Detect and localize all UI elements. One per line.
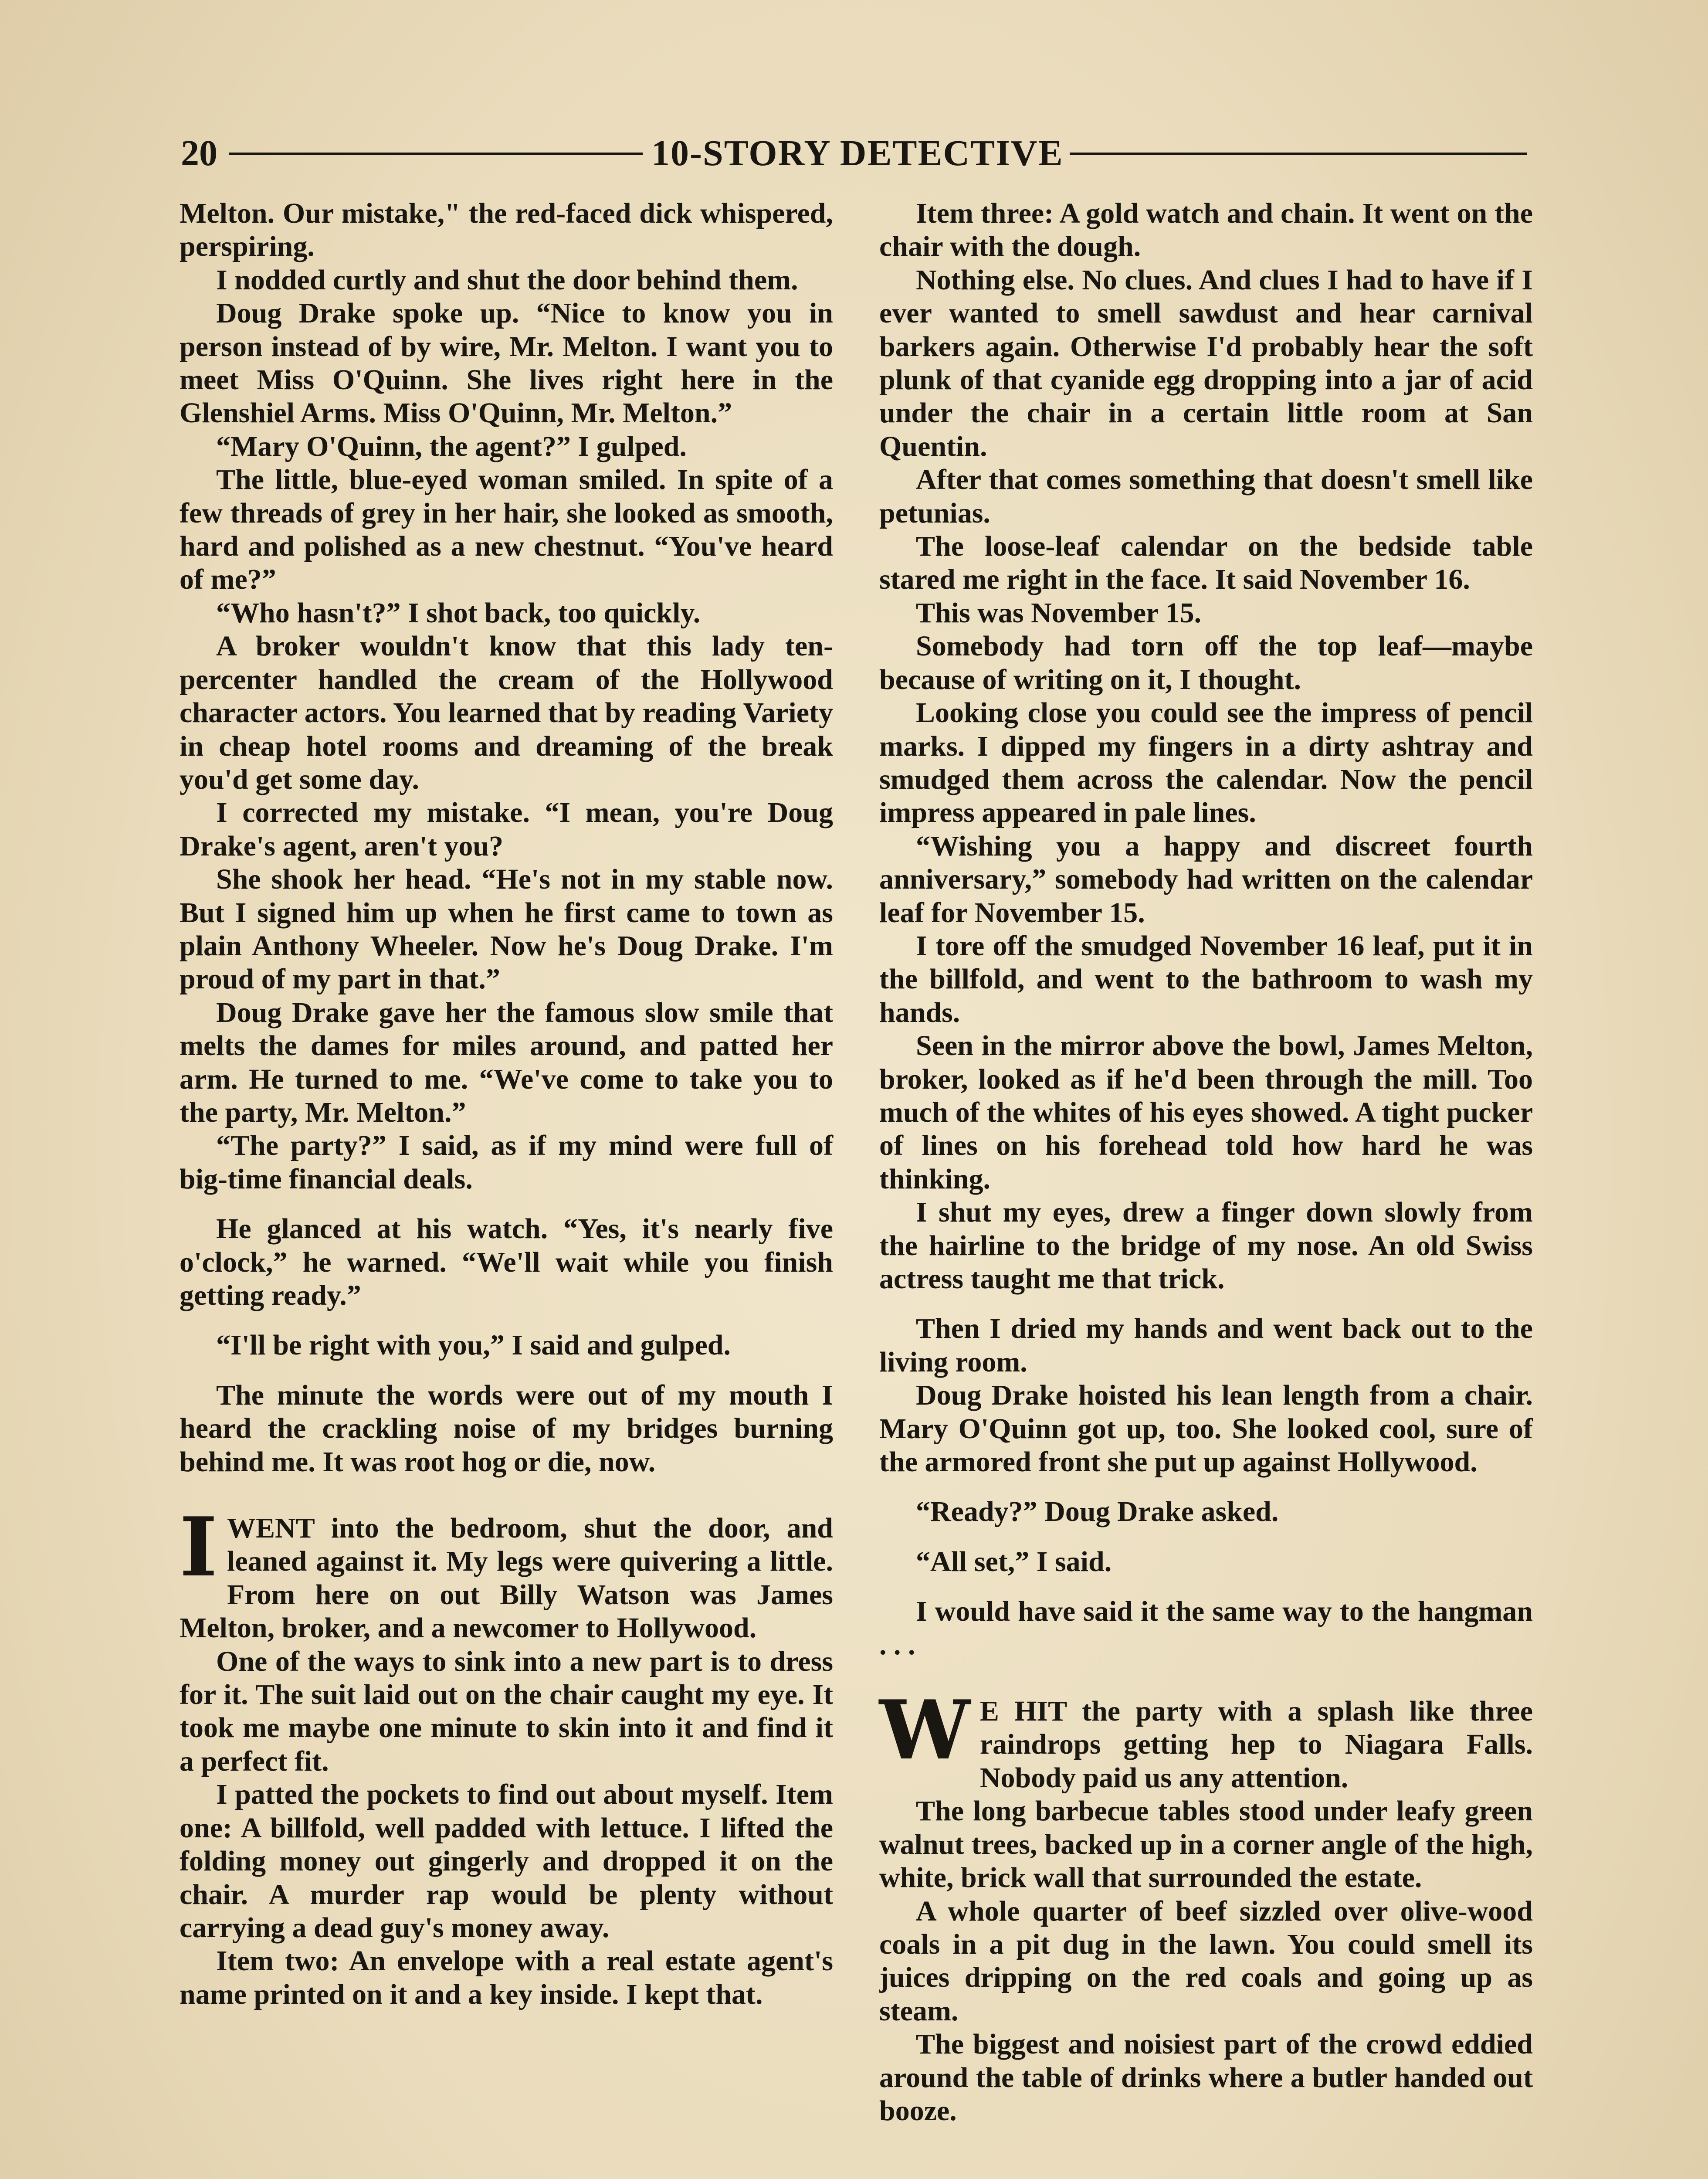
paragraph (180, 297, 833, 430)
paragraph-text: This was November 15. (916, 597, 1202, 629)
paragraph-text: “I'll be right with you,” I said and gulped. (216, 1329, 731, 1361)
header-rule-left (229, 153, 643, 155)
paragraph-text: Then I dried my hands and went back out to the living room. (879, 1313, 1533, 1378)
paragraph (180, 796, 833, 863)
header-rule-right (1070, 153, 1527, 155)
paragraph-text: Doug Drake spoke up. “Nice to know you in person instead of by wire, Mr. Melton. I want you to meet Miss O'Quinn. She lives right here in the Glenshiel Arms. Miss O'Quinn, Mr. Melton.” (180, 297, 833, 429)
paragraph (180, 1778, 833, 1945)
paragraph-text: I shut my eyes, drew a finger down slowly from the hairline to the bridge of my nose. An old Swiss actress taught me that trick. (879, 1196, 1533, 1295)
left-text-column (180, 197, 833, 2011)
paragraph-text: She shook her head. “He's not in my stable now. But I signed him up when he first came to town as plain Anthony Wheeler. Now he's Doug Drake. I'm proud of my part in that.” (180, 863, 833, 995)
paragraph (879, 1545, 1533, 1578)
running-header (181, 127, 1527, 180)
paragraph (879, 1895, 1533, 2028)
paragraph (180, 1212, 833, 1312)
paragraph (180, 630, 833, 796)
paragraph (180, 1499, 833, 1645)
paragraph-text: After that comes something that doesn't smell like petunias. (879, 464, 1533, 529)
paragraph (879, 696, 1533, 830)
paragraph-text: Doug Drake hoisted his lean length from a chair. Mary O'Quinn got up, too. She looked cool, sure of the armored front she put up against Hollywood. (879, 1379, 1533, 1478)
paragraph-text: Doug Drake gave her the famous slow smile that melts the dames for miles around, and patted her arm. He turned to me. “We've come to take you to the party, Mr. Melton.” (180, 996, 833, 1128)
paragraph-text: The minute the words were out of my mouth I heard the crackling noise of my bridges burning behind me. It was root hog or die, now. (180, 1379, 833, 1478)
paragraph-text: I tore off the smudged November 16 leaf, put it in the billfold, and went to the bathroom to wash my hands. (879, 930, 1533, 1028)
paragraph-text: Melton. Our mistake," the red-faced dick whispered, perspiring. (180, 197, 833, 263)
paragraph (180, 597, 833, 630)
page-number: 20 (181, 133, 217, 173)
paragraph-text: One of the ways to sink into a new part is to dress for it. The suit laid out on the chair caught my eye. It took me maybe one minute to skin into it and find it a perfect fit. (180, 1645, 833, 1777)
paragraph (879, 197, 1533, 264)
paragraph (180, 1129, 833, 1196)
paragraph-text: “The party?” I said, as if my mind were full of big-time financial deals. (180, 1130, 833, 1195)
paragraph-text: “Who hasn't?” I shot back, too quickly. (216, 597, 701, 629)
paragraph-text: “Wishing you a happy and discreet fourth anniversary,” somebody had written on the calendar leaf for November 15. (879, 830, 1533, 929)
paragraph-text: A whole quarter of beef sizzled over olive-wood coals in a pit dug in the lawn. You could smell its juices dripping on the red coals and going up as steam. (879, 1895, 1533, 2027)
paragraph (180, 197, 833, 264)
paragraph (879, 1312, 1533, 1379)
paragraph-text: E HIT the party with a splash like three raindrops getting hep to Niagara Falls. Nobody paid us any attention. (979, 1695, 1533, 1794)
paragraph-text: Seen in the mirror above the bowl, James Melton, broker, looked as if he'd been through the mill. Too much of the whites of his eyes showed. A tight pucker of lines on his forehead told how hard he was thinking. (879, 1030, 1533, 1195)
paragraph-text: He glanced at his watch. “Yes, it's nearly five o'clock,” he warned. “We'll wait while you finish getting ready.” (180, 1213, 833, 1311)
paragraph-text: Item three: A gold watch and chain. It went on the chair with the dough. (879, 197, 1533, 263)
paragraph (879, 1595, 1533, 1662)
paragraph (879, 830, 1533, 930)
paragraph (180, 1329, 833, 1362)
paragraph (879, 1795, 1533, 1894)
right-text-column (879, 197, 1533, 2128)
paragraph-text: The loose-leaf calendar on the bedside table stared me right in the face. It said November 16. (879, 530, 1533, 596)
paragraph-text: I corrected my mistake. “I mean, you're Doug Drake's agent, aren't you? (180, 797, 833, 862)
paragraph (879, 1682, 1533, 1795)
paragraph-text: Item two: An envelope with a real estate agent's name printed on it and a key inside. I kept that. (180, 1945, 833, 2010)
paragraph-text: Somebody had torn off the top leaf—maybe because of writing on it, I thought. (879, 630, 1533, 696)
paragraph (879, 530, 1533, 597)
paragraph (879, 1196, 1533, 1296)
paragraph-text: A broker wouldn't know that this lady ten-percenter handled the cream of the Hollywood character actors. You learned that by reading Variety in cheap hotel rooms and dreaming of the break you'd get some day. (180, 630, 833, 795)
paragraph (180, 1645, 833, 1778)
paragraph (180, 1379, 833, 1479)
paragraph-text: The long barbecue tables stood under leafy green walnut trees, backed up in a corner angle of the high, white, brick wall that surrounded the estate. (879, 1795, 1533, 1894)
paragraph-text: “Ready?” Doug Drake asked. (916, 1496, 1279, 1528)
paragraph-text: The biggest and noisiest part of the crowd eddied around the table of drinks where a butler handed out booze. (879, 2028, 1533, 2127)
paragraph (879, 264, 1533, 463)
paragraph (180, 463, 833, 597)
paragraph (879, 930, 1533, 1029)
paragraph-text: The little, blue-eyed woman smiled. In spite of a few threads of grey in her hair, she looked as smooth, hard and polished as a new chestnut. “You've heard of me?” (180, 464, 833, 596)
paragraph-text: I patted the pockets to find out about myself. Item one: A billfold, well padded with lettuce. I lifted the folding money out gingerly and dropped it on the chair. A murder rap would be plenty without carrying a dead guy's money away. (180, 1778, 833, 1944)
paragraph (879, 597, 1533, 630)
paragraph (180, 1945, 833, 2011)
paragraph (879, 1379, 1533, 1479)
paragraph-text: Nothing else. No clues. And clues I had to have if I ever wanted to smell sawdust and hear carnival barkers again. Otherwise I'd probably hear the soft plunk of that cyanide egg dropping into a jar of acid under the chair in a certain little room at San Quentin. (879, 264, 1533, 462)
paragraph-text: WENT into the bedroom, shut the door, and leaned against it. My legs were quivering a little. From here on out Billy Watson was James Melton, broker, and a newcomer to Hollywood. (180, 1512, 833, 1644)
paragraph-text: “All set,” I said. (916, 1545, 1112, 1578)
paragraph (879, 463, 1533, 530)
paragraph (879, 2028, 1533, 2128)
paragraph (879, 630, 1533, 696)
paragraph (879, 1029, 1533, 1196)
paragraph (180, 996, 833, 1130)
paragraph-text: I would have said it the same way to the hangman . . . (879, 1595, 1533, 1661)
drop-cap: I (180, 1499, 218, 1595)
paragraph (180, 863, 833, 996)
drop-cap: W (879, 1682, 970, 1778)
paragraph (879, 1495, 1533, 1528)
paragraph (180, 430, 833, 463)
magazine-title: 10-STORY DETECTIVE (651, 133, 1064, 173)
paragraph (180, 264, 833, 297)
paragraph-text: I nodded curtly and shut the door behind them. (216, 264, 798, 296)
paragraph-text: “Mary O'Quinn, the agent?” I gulped. (216, 430, 687, 462)
paragraph-text: Looking close you could see the impress of pencil marks. I dipped my fingers in a dirty ashtray and smudged them across the calendar. Now the pencil impress appeared in pale lines. (879, 697, 1533, 829)
